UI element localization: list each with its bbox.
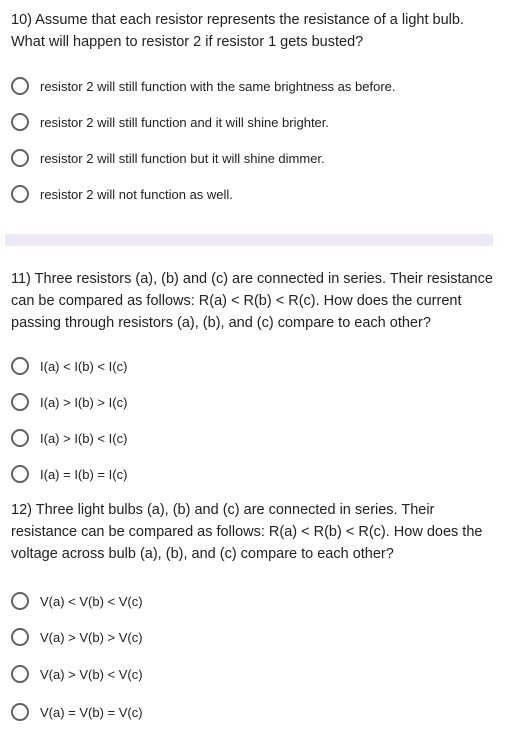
- q12-option-2[interactable]: [11, 625, 491, 649]
- radio-button-icon[interactable]: [11, 465, 29, 483]
- option-label: V(a) < V(b) < V(c): [40, 593, 143, 609]
- option-label: I(a) > I(b) < I(c): [40, 430, 128, 446]
- q11-option-4[interactable]: [11, 462, 491, 486]
- q10-option-3[interactable]: [11, 146, 491, 170]
- option-label: resistor 2 will not function as well.: [40, 186, 233, 202]
- q10-option-4[interactable]: [11, 182, 491, 206]
- option-label: resistor 2 will still function and it will shine brighter.: [40, 114, 330, 130]
- option-label: resistor 2 will still function with the same brightness as before.: [40, 78, 396, 94]
- radio-button-icon[interactable]: [11, 113, 29, 131]
- option-label: V(a) > V(b) < V(c): [40, 666, 143, 682]
- question-11-title: 11) Three resistors (a), (b) and (c) are connected in series. Their resistance can be compared as follows: R(a) < R(b) < R(c). How does the current passing through resistors (a), (b), and (c) compare to each other?: [11, 271, 493, 331]
- radio-button-icon[interactable]: [11, 77, 29, 95]
- radio-button-icon[interactable]: [11, 185, 29, 203]
- radio-button-icon[interactable]: [11, 665, 29, 683]
- option-label: I(a) < I(b) < I(c): [40, 358, 128, 374]
- q11-option-2[interactable]: [11, 390, 491, 414]
- option-label: V(a) > V(b) > V(c): [40, 629, 143, 645]
- question-12-title: 12) Three light bulbs (a), (b) and (c) are connected in series. Their resistance can be compared as follows: R(a) < R(b) < R(c). How does the voltage across bulb (a), (b), and (c) compare to each other?: [11, 502, 483, 562]
- q10-option-1[interactable]: [11, 74, 491, 98]
- radio-button-icon[interactable]: [11, 393, 29, 411]
- radio-button-icon[interactable]: [11, 429, 29, 447]
- option-label: V(a) = V(b) = V(c): [40, 704, 143, 720]
- option-label: I(a) > I(b) > I(c): [40, 394, 128, 410]
- q11-option-1[interactable]: [11, 354, 491, 378]
- option-label: I(a) = I(b) = I(c): [40, 466, 128, 482]
- q11-option-3[interactable]: [11, 426, 491, 450]
- section-divider: [5, 234, 493, 246]
- q12-option-4[interactable]: [11, 700, 491, 724]
- q12-option-1[interactable]: [11, 589, 491, 613]
- question-10-title: 10) Assume that each resistor represents the resistance of a light bulb. What will happen to resistor 2 if resistor 1 gets busted?: [11, 12, 464, 50]
- q10-option-2[interactable]: [11, 110, 491, 134]
- radio-button-icon[interactable]: [11, 592, 29, 610]
- q12-option-3[interactable]: [11, 662, 491, 686]
- radio-button-icon[interactable]: [11, 149, 29, 167]
- radio-button-icon[interactable]: [11, 628, 29, 646]
- radio-button-icon[interactable]: [11, 357, 29, 375]
- option-label: resistor 2 will still function but it will shine dimmer.: [40, 150, 325, 166]
- radio-button-icon[interactable]: [11, 703, 29, 721]
